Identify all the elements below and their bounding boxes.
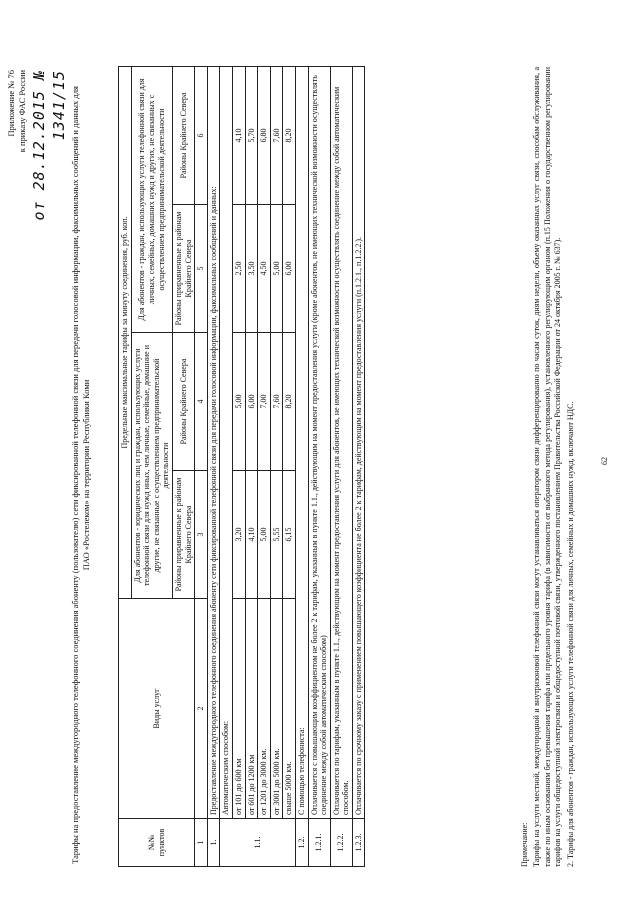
table-row	[352, 66, 365, 866]
header-col5: Районы приравненные к районам Крайнего Севера	[172, 205, 194, 333]
tariff-value: 6,00	[283, 205, 296, 333]
table-row	[258, 66, 271, 866]
tariff-value: 4,10	[245, 471, 258, 599]
row-text: Автоматическим способом:	[220, 66, 233, 818]
index-cell: 5	[195, 205, 208, 333]
header-col3: Районы приравненные к районам Крайнего Севера	[172, 471, 194, 599]
tariff-value: 8,20	[283, 66, 296, 204]
tariff-value: 5,55	[270, 471, 283, 599]
header-col6: Районы Крайнего Севера	[172, 66, 194, 204]
index-cell: 6	[195, 66, 208, 204]
tariff-value: 7,60	[270, 333, 283, 471]
row-num: 1.2.2.	[330, 819, 352, 867]
tariff-value: 6,00	[245, 333, 258, 471]
page-number: 62	[600, 457, 609, 465]
header-num: №№ пунктов	[119, 819, 195, 867]
header-max-tariffs: Предельные максимальные тарифы за минуту соединения, руб. коп.	[119, 66, 132, 598]
index-cell: 2	[195, 599, 208, 819]
table-row	[283, 66, 296, 866]
index-cell: 1	[195, 819, 208, 867]
table-header-row	[119, 66, 132, 866]
header-group-legal: Для абонентов - юридических лиц и граждан, использующих услуги телефонной связи для нужд иных, чем личные, семейные, домашние и другие, не связанные с осуществлением предпринимательской деятельности	[131, 333, 172, 599]
tariff-value: 5,00	[232, 333, 245, 471]
table-row	[245, 66, 258, 866]
notes-section	[520, 67, 578, 867]
tariff-value: 2,50	[232, 205, 245, 333]
header-col4: Районы Крайнего Севера	[172, 333, 194, 471]
index-cell: 3	[195, 471, 208, 599]
row-text: Предоставление междугородного телефонного соединения абоненту сети фиксированной телефонной связи для передачи голосовой информации, факсимильных сообщений и данных:	[207, 66, 220, 818]
index-cell: 4	[195, 333, 208, 471]
tariff-value: 4,50	[258, 205, 271, 333]
table-row	[295, 66, 308, 866]
header-group-citizens: Для абонентов - граждан, использующих услуги телефонной связи для личных, семейных, домашних нужд и других, не связанных с осуществлением предпринимательской деятельности	[131, 66, 172, 332]
tariff-value: 5,00	[270, 205, 283, 333]
notes-heading: Примечание:	[520, 822, 529, 867]
tariff-value: 4,10	[232, 66, 245, 204]
table-row	[270, 66, 283, 866]
tariff-value: 7,00	[258, 333, 271, 471]
appendix-header	[6, 70, 69, 230]
row-num: 1.1.	[220, 819, 296, 867]
order-reference: к приказу ФАС России	[17, 70, 28, 153]
distance-label: свыше 5000 км.	[283, 599, 296, 819]
tariffs-table	[118, 66, 365, 867]
tariff-value: 3,50	[245, 205, 258, 333]
table-row	[207, 66, 220, 866]
document-title: Тарифы на предоставление междугородного телефонного соединения абоненту (пользователю) сети фиксированной телефонной связи для передачи голосовой информации, факсимильных сообщений и данных для ПАО «Ростелеком» на территории Республики Коми	[70, 86, 92, 864]
order-date-number: от 28.12.2015 № 1341/15	[29, 70, 69, 221]
distance-label: от 1201 до 3000 км.	[258, 599, 271, 819]
row-text: Оплачивается с повышающим коэффициентом не более 2 к тарифам, указанным в пункте 1.1., действующим на момент предоставления услуги (кроме абонентов, не имеющих технической возможности осуществлять соединение между собой автоматическим способом)	[308, 66, 330, 818]
tariff-value: 5,70	[245, 66, 258, 204]
row-num: 1.	[207, 819, 220, 867]
row-num: 1.2.3.	[352, 819, 365, 867]
tariff-value: 6,15	[283, 471, 296, 599]
distance-label: от 101 до 600 км	[232, 599, 245, 819]
tariff-value: 7,60	[270, 66, 283, 204]
row-num: 1.2.1.	[308, 819, 330, 867]
appendix-number: Приложение № 76	[6, 70, 16, 137]
note-1: Тарифы на услуги местной, междугородной и внутризоновой телефонной связи могут устанавливаться оператором связи дифференцированно по часам суток, дням недели, объему оказанных услуг связи, способам обслуживания, а также по иным основаниям без превышения тарифа или предельного уровня тарифа (в зависимости от выбранного метода регулирования), установленного регулирующим органом (п.15 Положения о государственном регулировании тарифов на услуги общедоступной электросвязи и общедоступной почтовой связи, утвержденного постановлением Правительства Российской Федерации от 24 октября 2005 г. № 637).	[532, 67, 563, 867]
tariff-value: 5,00	[258, 471, 271, 599]
row-text: Оплачивается по тарифам, указанным в пункте 1.1., действующим на момент предоставления услуги для абонентов, не имеющих технической возможности осуществлять соединение между собой автоматическим способом.	[330, 66, 352, 818]
row-num: 1.2.	[295, 819, 308, 867]
row-text: Оплачивается по срочному заказу с применением повышающего коэффициента не более 2 к тарифам, действующим на момент предоставления услуги (п.1.2.1., п.1.2.2.).	[352, 66, 365, 818]
table-row	[220, 66, 233, 866]
row-text: С помощью телефониста:	[295, 66, 308, 818]
note-2: 2. Тарифы для абонентов - граждан, использующих услуги телефонной связи для личных, семейных и домашних нужд, включают НДС.	[565, 401, 575, 867]
distance-label: от 601 до 1200 км	[245, 599, 258, 819]
table-row	[232, 66, 245, 866]
table-row	[308, 66, 330, 866]
tariff-value: 8,20	[283, 333, 296, 471]
distance-label: от 3001 до 5000 км.	[270, 599, 283, 819]
header-service: Виды услуг	[119, 599, 195, 819]
tariff-value: 6,80	[258, 66, 271, 204]
column-index-row	[195, 66, 208, 866]
table-row	[330, 66, 352, 866]
tariff-value: 3,20	[232, 471, 245, 599]
